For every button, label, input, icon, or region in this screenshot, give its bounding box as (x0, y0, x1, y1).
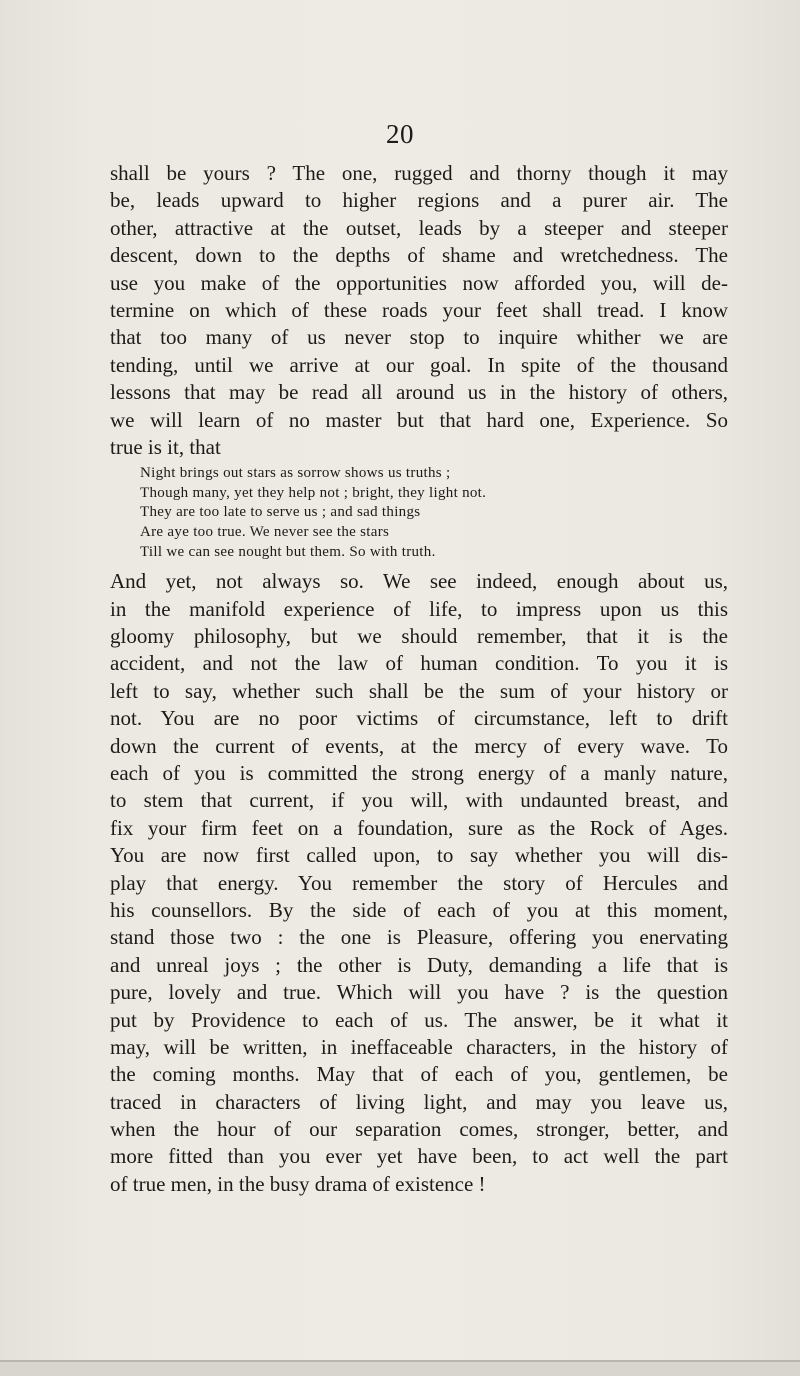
paragraph-1 (110, 160, 728, 461)
paragraph-1-line: lessons that may be read all around us in the history of others, (110, 380, 728, 405)
paragraph-2-line: play that energy. You remember the story of Hercules and (110, 870, 728, 895)
poem-line: Are aye too true. We never see the stars (140, 524, 390, 541)
paragraph-2-line: traced in characters of living light, and may you leave us, (110, 1089, 728, 1114)
paragraph-2-line: You are now first called upon, to say whether you will dis- (110, 843, 728, 868)
paragraph-2-line: and unreal joys ; the other is Duty, demanding a life that is (110, 952, 728, 977)
page-bottom-shade (0, 1362, 800, 1376)
poem-line: Night brings out stars as sorrow shows us truths ; (140, 465, 451, 482)
paragraph-1-line: shall be yours ? The one, rugged and thorny though it may (110, 161, 728, 185)
paragraph-1-line: termine on which of these roads your feet shall tread. I know (110, 297, 728, 322)
paragraph-1-line: be, leads upward to higher regions and a purer air. The (110, 188, 728, 213)
paragraph-1-line: use you make of the opportunities now afforded you, will de- (110, 270, 728, 295)
paragraph-1-line: tending, until we arrive at our goal. In spite of the thousand (110, 352, 728, 377)
paragraph-2-line: not. You are no poor victims of circumstance, left to drift (110, 706, 728, 731)
paragraph-2-line: pure, lovely and true. Which will you have ? is the question (110, 980, 728, 1005)
paragraph-2-line: of true men, in the busy drama of existence ! (110, 1171, 486, 1196)
poem-line: They are too late to serve us ; and sad things (140, 504, 421, 521)
paragraph-2-line: left to say, whether such shall be the sum of your history or (110, 678, 728, 703)
poem-line: Though many, yet they help not ; bright, they light not. (140, 484, 487, 501)
paragraph-2-line: may, will be written, in ineffaceable characters, in the history of (110, 1034, 728, 1059)
paragraph-2-line: to stem that current, if you will, with undaunted breast, and (110, 788, 728, 813)
paragraph-2-line: And yet, not always so. We see indeed, enough about us, (110, 569, 728, 594)
paragraph-2-line: the coming months. May that of each of you, gentlemen, be (110, 1062, 728, 1087)
paragraph-2-line: gloomy philosophy, but we should remember, that it is the (110, 624, 728, 649)
paragraph-2-line: each of you is committed the strong energy of a manly nature, (110, 761, 728, 785)
paragraph-2-line: more fitted than you ever yet have been, to act well the part (110, 1144, 728, 1169)
paragraph-2-line: put by Providence to each of us. The answer, be it what it (110, 1007, 728, 1032)
paragraph-2-line: down the current of events, at the mercy of every wave. To (110, 733, 728, 758)
paragraph-2-line: in the manifold experience of life, to impress upon us this (110, 596, 728, 621)
poem-line: Till we can see nought but them. So with truth. (140, 543, 436, 560)
paragraph-2 (110, 568, 728, 1198)
text-block (110, 160, 728, 1198)
paragraph-2-line: accident, and not the law of human condition. To you it is (110, 651, 728, 676)
paragraph-2-line: stand those two : the one is Pleasure, offering you enervating (110, 925, 728, 950)
paragraph-2-line: when the hour of our separation comes, stronger, better, and (110, 1117, 728, 1142)
paragraph-1-line: that too many of us never stop to inquire whither we are (110, 325, 728, 350)
paragraph-1-line: descent, down to the depths of shame and wretchedness. The (110, 243, 728, 268)
paragraph-1-line: we will learn of no master but that hard one, Experience. So (110, 407, 728, 432)
poem-quote (140, 461, 728, 568)
paragraph-1-line: true is it, that (110, 434, 221, 459)
paragraph-2-line: fix your firm feet on a foundation, sure as the Rock of Ages. (110, 815, 728, 840)
paragraph-1-line: other, attractive at the outset, leads by a steeper and steeper (110, 215, 728, 240)
page-number: 20 (386, 119, 414, 149)
paragraph-2-line: his counsellors. By the side of each of you at this moment, (110, 897, 728, 922)
